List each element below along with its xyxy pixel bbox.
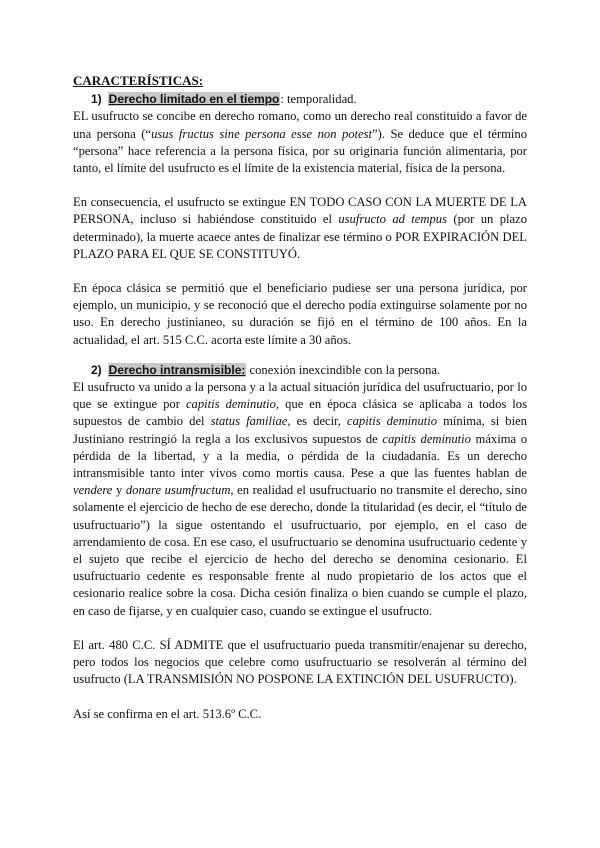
section-heading-2 [91,362,527,379]
document-page [73,72,527,723]
paragraph-art-513: Así se confirma en el art. 513.6º C.C. [73,706,262,721]
section-number: 1) [91,92,102,107]
section-subtitle: : temporalidad. [280,92,357,107]
section-subtitle: conexión inexcindible con la persona. [246,362,441,377]
section-label-highlighted: Derecho limitado en el tiempo [108,92,280,107]
section-number: 2) [91,362,102,377]
page-title: CARACTERÍSTICAS: [73,73,204,88]
section-heading-1 [91,91,527,108]
paragraph-intransmissible: El usufructo va unido a la persona y a la actual situación jurídica del usufructuario, por lo que se extingue por capitis deminutio, que en época clásica se aplicaba a todos los supuestos de cambio del status familiae, es decir, capitis deminutio mínima, si bien Justiniano restringió la regla a los exclusivos supuestos de capitis deminutio máxima o pérdida de la libertad, y a la media, o pérdida de la ciudadanía. Es un derecho intransmisible tanto inter vivos como mortis causa. Pese a que las fuentes hablan de vendere y donare usumfructum, en realidad el usufructuario no transmite el derecho, sino solamente el ejercicio de hecho de ese derecho, donde la titularidad (es decir, el “título de usufructuario”) la sigue ostentando el usufructuario, por ejemplo, en el caso de arrendamiento de cosa. En ese caso, el usufructuario se denomina usufructuario cedente y el sujeto que recibe el ejercicio de hecho del derecho se denomina cesionario. El usufructuario cedente es responsable frente al nudo propietario de los actos que el cesionario realice sobre la cosa. Dicha cesión finaliza o bien cuando se cumple el plazo, en caso de fijarse, y en cualquier caso, cuando se extingue el usufructo. [73,380,528,618]
paragraph-extinction: En consecuencia, el usufructo se extingue EN TODO CASO CON LA MUERTE DE LA PERSONA, incluso si habiéndose constituido el usufructo ad tempus (por un plazo determinado), la muerte acaece antes de finalizar ese término o POR EXPIRACIÓN DEL PLAZO PARA EL QUE SE CONSTITUYÓ. [73,195,527,261]
section-label-highlighted: Derecho intransmisible: [108,362,246,377]
paragraph-art-480: El art. 480 C.C. SÍ ADMITE que el usufructuario pueda transmitir/enajenar su derecho, pero todos los negocios que celebre como usufructuario se resolverán al término del usufructo (LA TRANSMISIÓN NO POSPONE LA EXTINCIÓN DEL USUFRUCTO). [73,637,527,687]
paragraph-classical-era: En época clásica se permitió que el beneficiario pudiese ser una persona jurídica, por ejemplo, un municipio, y se reconoció que el derecho podía extinguirse solamente por no uso. En derecho justinianeo, su duración se fijó en el término de 100 años. En la actualidad, el art. 515 C.C. acorta este límite a 30 años. [73,281,527,347]
paragraph-origin: EL usufructo se concibe en derecho romano, como un derecho real constituido a favor de una persona (“usus fructus sine persona esse non potest”). Se deduce que el término “persona” hace referencia a la persona física, por su originaria función alimentaria, por tanto, el límite del usufructo es el límite de la existencia material, física de la persona. [73,109,527,176]
